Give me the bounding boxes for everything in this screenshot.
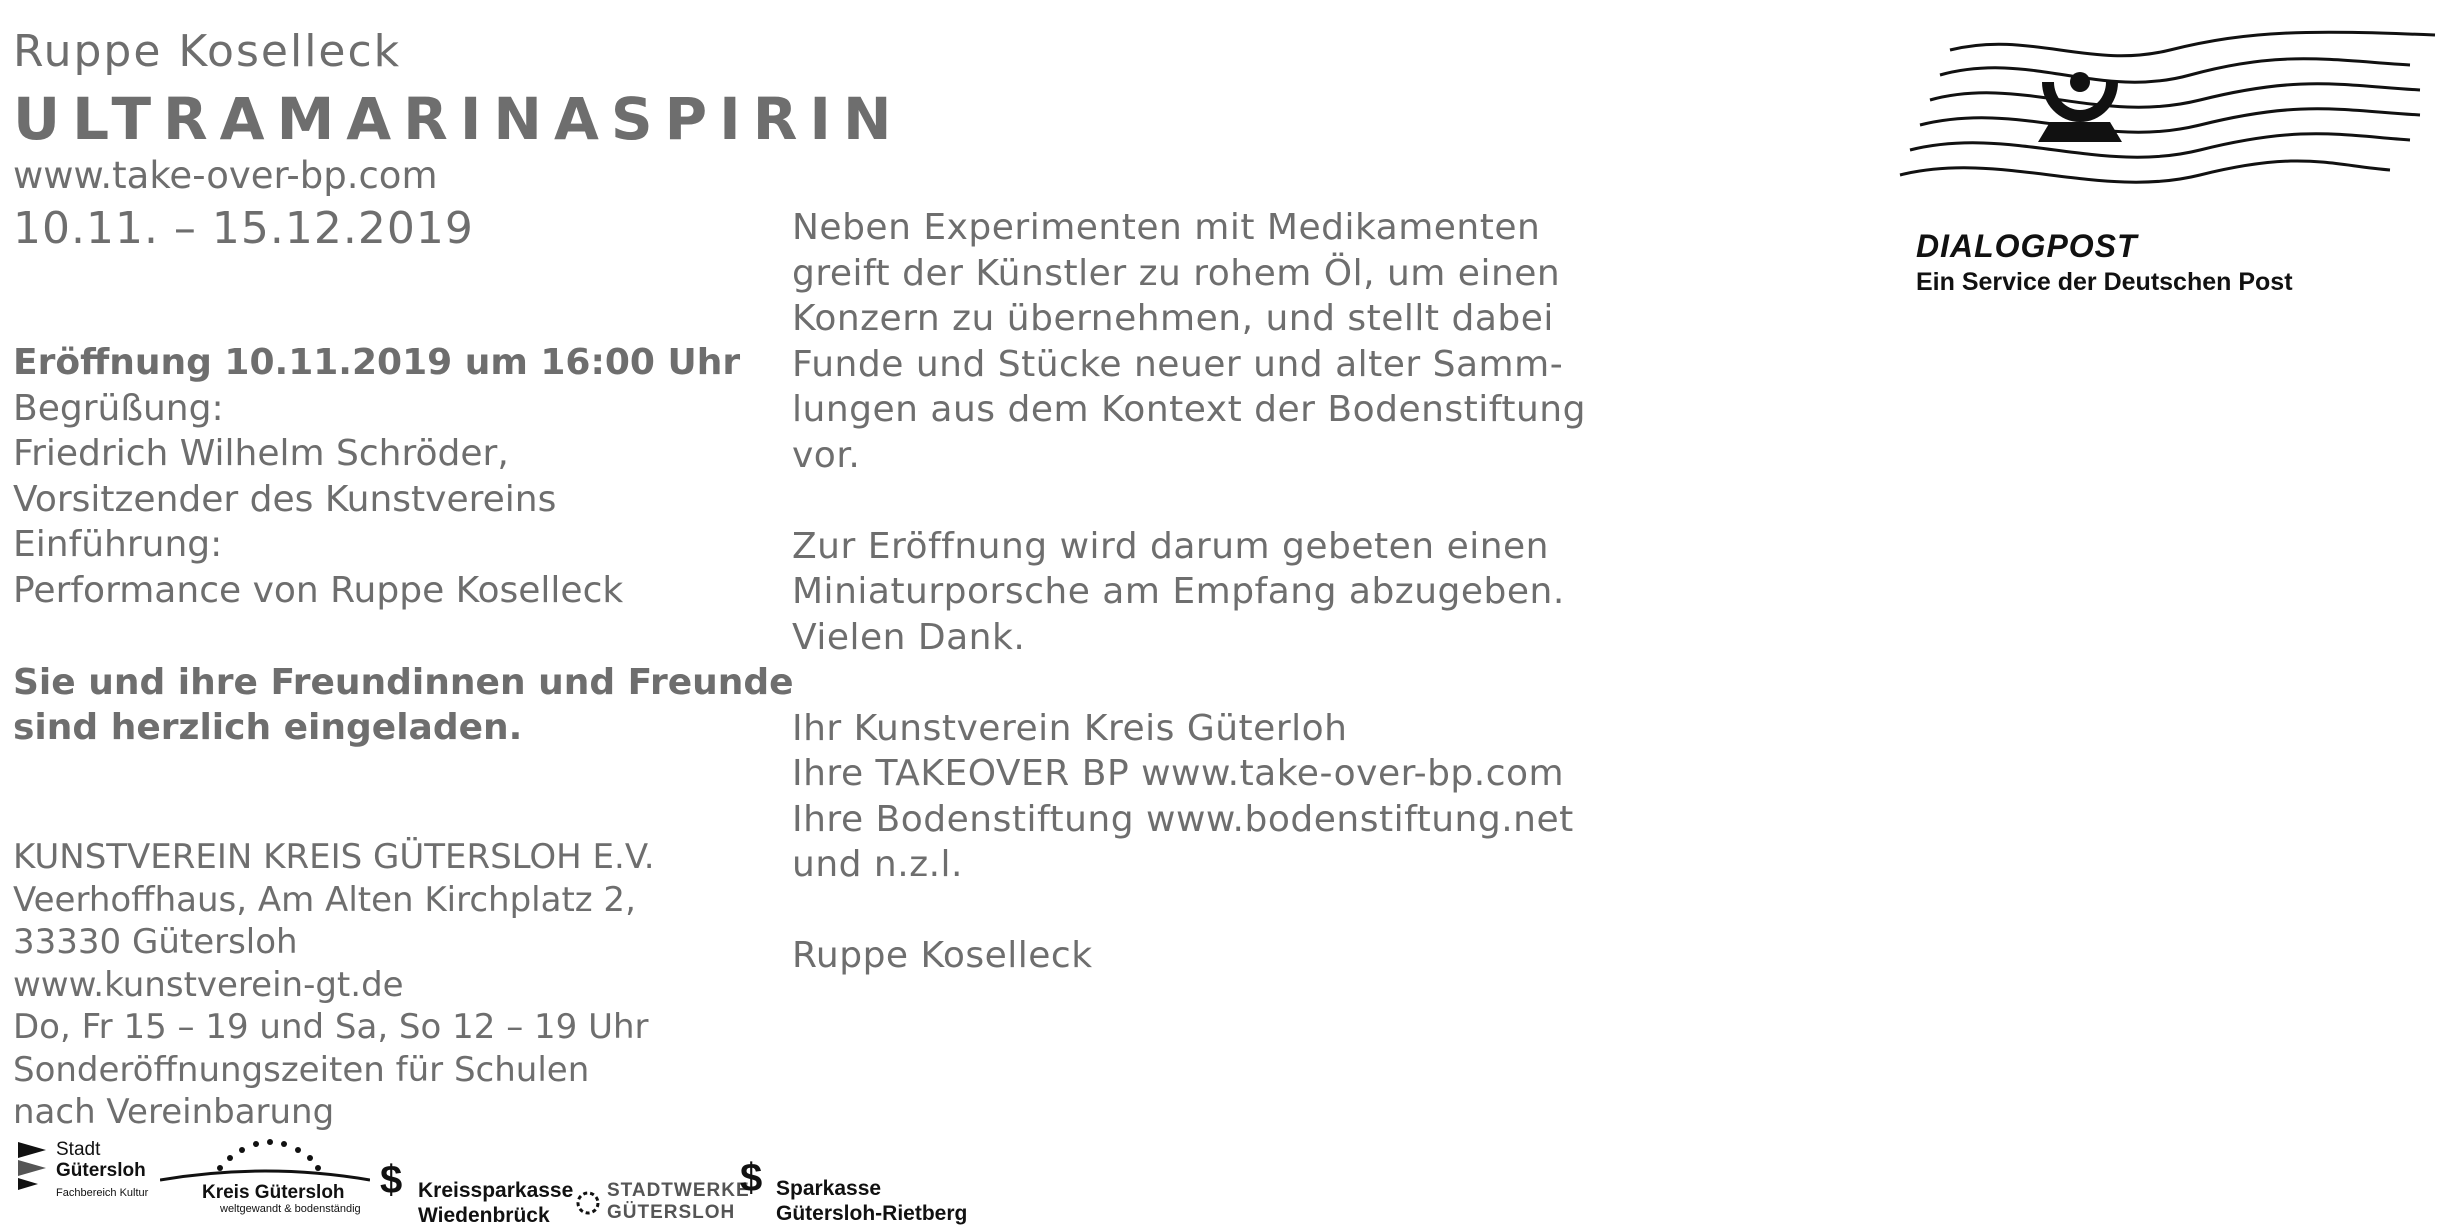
exhibition-dates: 10.11. – 15.12.2019 (13, 203, 474, 254)
stadt-dept: Fachbereich Kultur (56, 1187, 149, 1199)
sparkasse-logo (776, 1176, 967, 1226)
address-line: Do, Fr 15 – 19 und Sa, So 12 – 19 Uhr (13, 1007, 649, 1047)
address-line: Veerhoffhaus, Am Alten Kirchplatz 2, (13, 879, 636, 920)
address-line: www.kunstverein-gt.de (13, 964, 404, 1005)
body-line: Ihre TAKEOVER BP www.take-over-bp.com (792, 753, 1565, 794)
body-line: vor. (792, 434, 861, 476)
opening-line: Performance von Ruppe Koselleck (13, 569, 624, 611)
body-line: Ihr Kunstverein Kreis Güterloh (792, 707, 1348, 749)
body-line: Ihre Bodenstiftung www.bodenstiftung.net (792, 798, 1574, 840)
address-line: 33330 Gütersloh (13, 922, 298, 962)
opening-line: Einführung: (13, 524, 223, 565)
kreis-slogan: weltgewandt & bodenständig (220, 1203, 361, 1215)
opening-headline: Eröffnung 10.11.2019 um 16:00 Uhr (13, 342, 741, 383)
signature: Ruppe Koselleck (792, 935, 1093, 976)
kreissparkasse-logo (418, 1178, 573, 1228)
dialogpost-title: DIALOGPOST (1916, 228, 2138, 264)
dialogpost-subtitle: Ein Service der Deutschen Post (1916, 268, 2293, 296)
stadt-name: Gütersloh (56, 1160, 146, 1181)
invite-line: sind herzlich eingeladen. (13, 707, 523, 748)
opening-line: Friedrich Wilhelm Schröder, (13, 433, 509, 474)
invite-line: Sie und ihre Freundinnen und Freunde (13, 662, 794, 703)
sparkasse-line2: Gütersloh-Rietberg (776, 1202, 968, 1225)
body-line: und n.z.l. (792, 844, 963, 885)
stadtwerke-line1: STADTWERKE (607, 1180, 750, 1201)
exhibition-url: www.take-over-bp.com (13, 154, 438, 197)
stadt-guetersloh-icon (18, 1142, 50, 1192)
address-line: nach Vereinbarung (13, 1092, 335, 1132)
sparkasse-line1: Sparkasse (776, 1177, 882, 1200)
kreis-arc-icon (160, 1134, 370, 1184)
opening-info (13, 340, 740, 613)
kreissparkasse-line1: Kreissparkasse (418, 1179, 574, 1202)
body-line: Vielen Dank. (792, 616, 1026, 658)
stadtwerke-icon (575, 1184, 601, 1222)
sparkasse-s-icon: $ (740, 1156, 763, 1200)
body-line: Miniaturporsche am Empfang abzugeben. (792, 571, 1565, 612)
kreis-name: Kreis Gütersloh (202, 1182, 345, 1203)
kreis-guetersloh-logo (160, 1134, 370, 1220)
kreissparkasse-line2: Wiedenbrück (418, 1204, 550, 1227)
body-line: lungen aus dem Kontext der Bodenstiftung (792, 389, 1586, 430)
address-block (13, 836, 655, 1134)
body-line: Zur Eröffnung wird darum gebeten einen (792, 525, 1549, 567)
opening-line: Vorsitzender des Kunstvereins (13, 478, 557, 520)
body-line: Funde und Stücke neuer und alter Samm- (792, 343, 1564, 385)
address-line: KUNSTVEREIN KREIS GÜTERSLOH E.V. (13, 837, 655, 877)
address-line: Sonderöffnungszeiten für Schulen (13, 1049, 590, 1090)
stadt-label: Stadt (56, 1139, 101, 1160)
post-horn-icon (1890, 30, 2448, 230)
body-line: Neben Experimenten mit Medikamenten (792, 207, 1541, 248)
body-text (792, 205, 1586, 979)
opening-line: Begrüßung: (13, 387, 224, 429)
exhibition-title: ULTRAMARINASPIRIN (13, 85, 904, 153)
stadtwerke-line2: GÜTERSLOH (607, 1202, 736, 1223)
sparkasse-s-icon: $ (380, 1158, 403, 1202)
artist-name: Ruppe Koselleck (13, 26, 402, 77)
body-line: Konzern zu übernehmen, und stellt dabei (792, 298, 1554, 339)
invitation-text (13, 660, 794, 750)
body-line: greift der Künstler zu rohem Öl, um einen (792, 252, 1561, 294)
